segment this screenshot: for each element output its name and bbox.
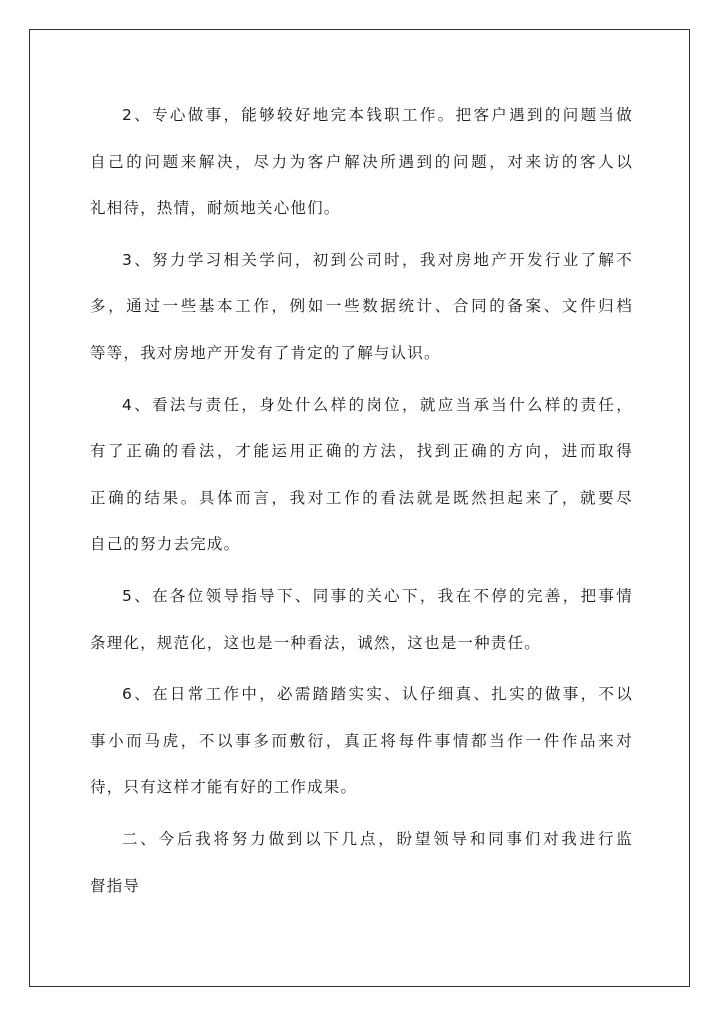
paragraph-line: 待，只有这样才能有好的工作成果。 — [90, 778, 358, 797]
paragraph-line: 3、努力学习相关学问，初到公司时，我对房地产开发行业了解不 — [122, 250, 633, 269]
paragraph-line: 有了正确的看法，才能运用正确的方法，找到正确的方向，进而取得 — [90, 442, 633, 461]
paragraph-line: 自己的努力去完成。 — [90, 535, 241, 554]
document-body — [90, 92, 633, 914]
paragraph-line: 多，通过一些基本工作，例如一些数据统计、合同的备案、文件归档 — [90, 297, 633, 316]
paragraph — [90, 671, 633, 811]
paragraph — [90, 237, 633, 377]
paragraph-line: 6、在日常工作中，必需踏踏实实、认仔细真、扎实的做事，不以 — [122, 685, 633, 704]
paragraph — [90, 92, 633, 232]
paragraph-line: 4、看法与责任，身处什么样的岗位，就应当承当什么样的责任， — [122, 395, 633, 414]
paragraph-line: 等等，我对房地产开发有了肯定的了解与认识。 — [90, 343, 441, 362]
paragraph — [90, 816, 633, 909]
paragraph-line: 2、专心做事，能够较好地完本钱职工作。把客户遇到的问题当做 — [122, 106, 633, 124]
paragraph-line: 礼相待，热情，耐烦地关心他们。 — [90, 199, 341, 218]
paragraph-line: 二、今后我将努力做到以下几点，盼望领导和同事们对我进行监 — [122, 829, 633, 848]
paragraph-line: 条理化，规范化，这也是一种看法，诚然，这也是一种责任。 — [90, 633, 541, 652]
paragraph-line: 事小而马虎，不以事多而敷衍，真正将每件事情都当作一件作品来对 — [90, 731, 633, 750]
paragraph-line: 督指导 — [90, 876, 141, 895]
paragraph-line: 自己的问题来解决，尽力为客户解决所遇到的问题，对来访的客人以 — [90, 152, 633, 171]
paragraph — [90, 382, 633, 568]
paragraph-line: 5、在各位领导指导下、同事的关心下，我在不停的完善，把事情 — [122, 586, 633, 605]
paragraph — [90, 573, 633, 666]
paragraph-line: 正确的结果。具体而言，我对工作的看法就是既然担起来了，就要尽 — [90, 488, 633, 507]
